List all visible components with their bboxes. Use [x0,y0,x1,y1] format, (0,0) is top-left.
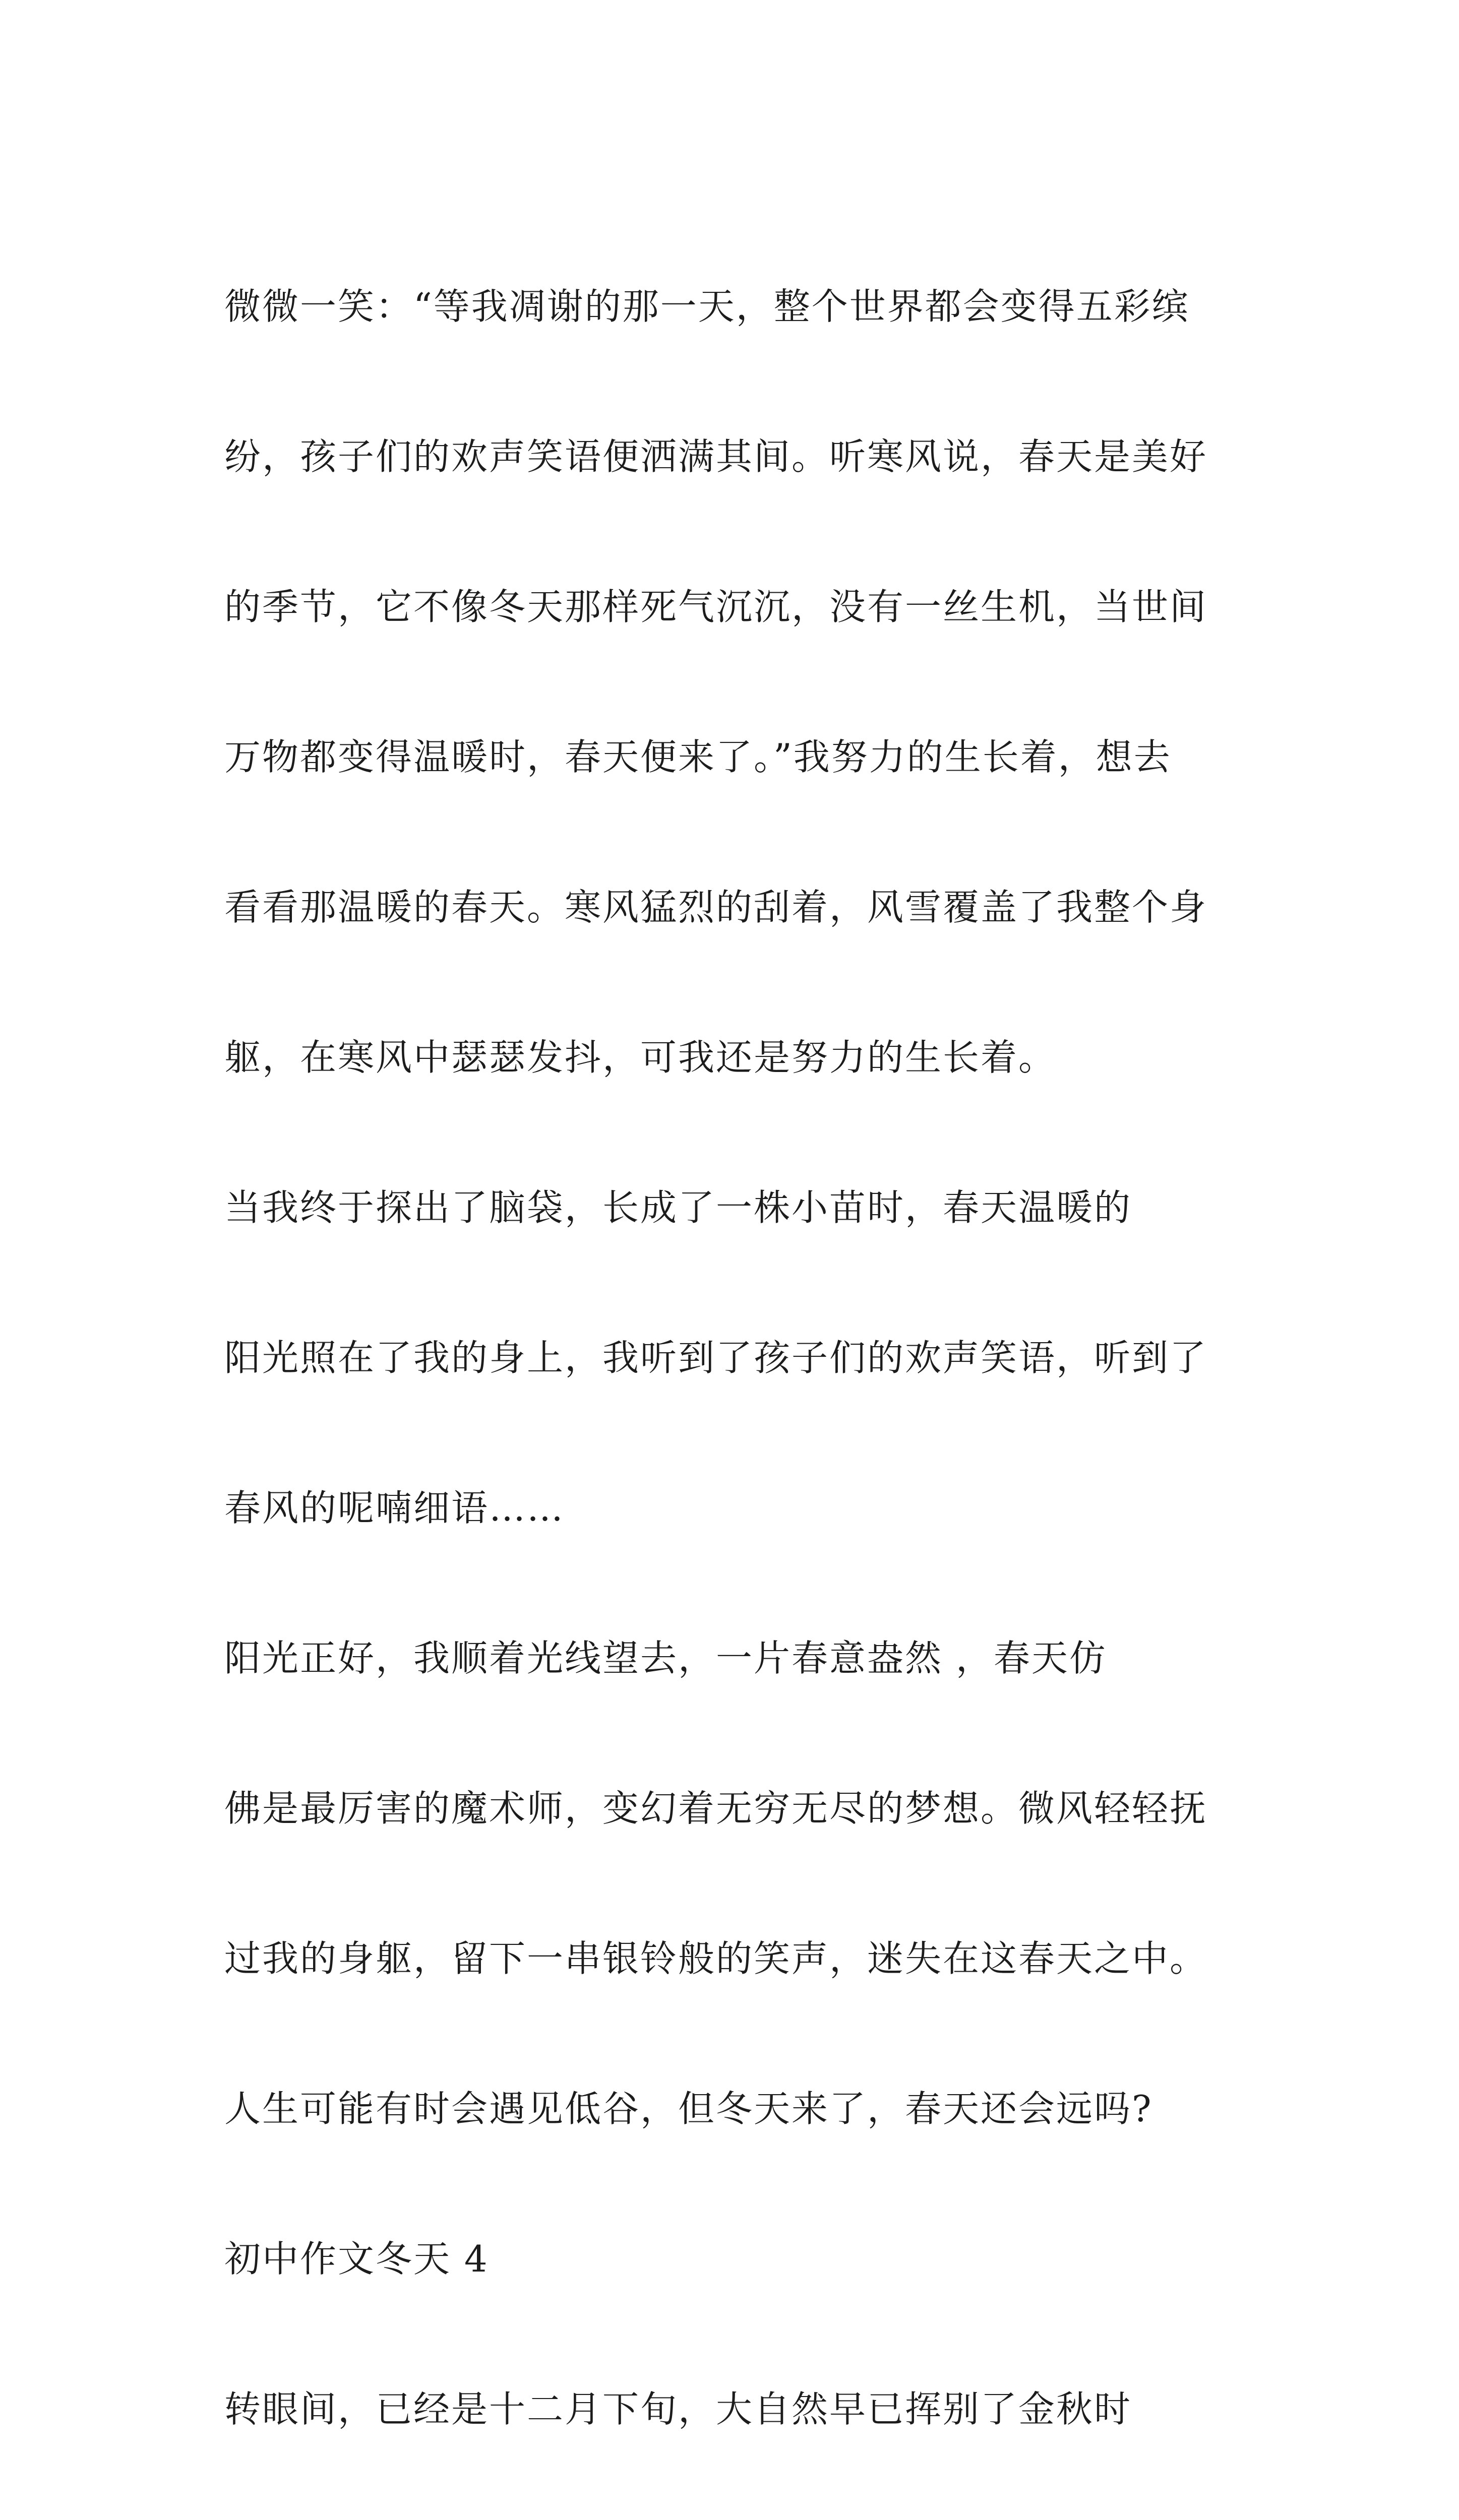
document-body [224,194,1238,2520]
line: 阳光正好，我顺着光线望去，一片春意盎然 ，春天仿 [224,1637,1107,1679]
paragraph [224,194,1238,1095]
paragraph [224,1546,1238,1996]
line: 微微一笑：“等我凋谢的那一天，整个世界都会变得五彩缤 [224,285,1190,328]
line: 阳光照在了我的身上，我听到了孩子们的欢声笑语，听到了 [224,1337,1208,1379]
paragraph [224,2297,1238,2520]
line: 过我的身躯，留下一串银铃般的笑声，迷失在这春天之中。 [224,1937,1208,1980]
line: 初中作文冬天 4 [224,2238,489,2280]
line: 佛是最厉害的魔术师，变幻着无穷无尽的梦想。微风轻轻抚 [224,1787,1208,1830]
line: 人生可能有时会遇见低谷，但冬天来了，春天还会远吗? [224,2088,1153,2130]
section-heading [224,2147,1238,2297]
line: 万物都变得温暖时，春天便来了。”我努力的生长着，想去 [224,736,1172,778]
line: 躯，在寒风中瑟瑟发抖，可我还是努力的生长着。 [224,1036,1057,1079]
paragraph [224,1996,1238,2147]
line: 转眼间，已经是十二月下旬，大自然早已挥别了金秋时 [224,2388,1132,2430]
paragraph [224,1095,1238,1546]
line: 当我终于探出了脑袋，长成了一株小苗时，春天温暖的 [224,1186,1132,1229]
line: 看看那温暖的春天。寒风猛烈的刮着，风雪覆盖了我整个身 [224,886,1208,928]
line: 春风的呢喃细语…… [224,1487,565,1529]
line: 纷，孩子们的欢声笑语便洒满其间。听寒风说，春天是美好 [224,435,1208,478]
line: 的季节，它不像冬天那样死气沉沉，没有一丝生机，当世间 [224,586,1208,628]
